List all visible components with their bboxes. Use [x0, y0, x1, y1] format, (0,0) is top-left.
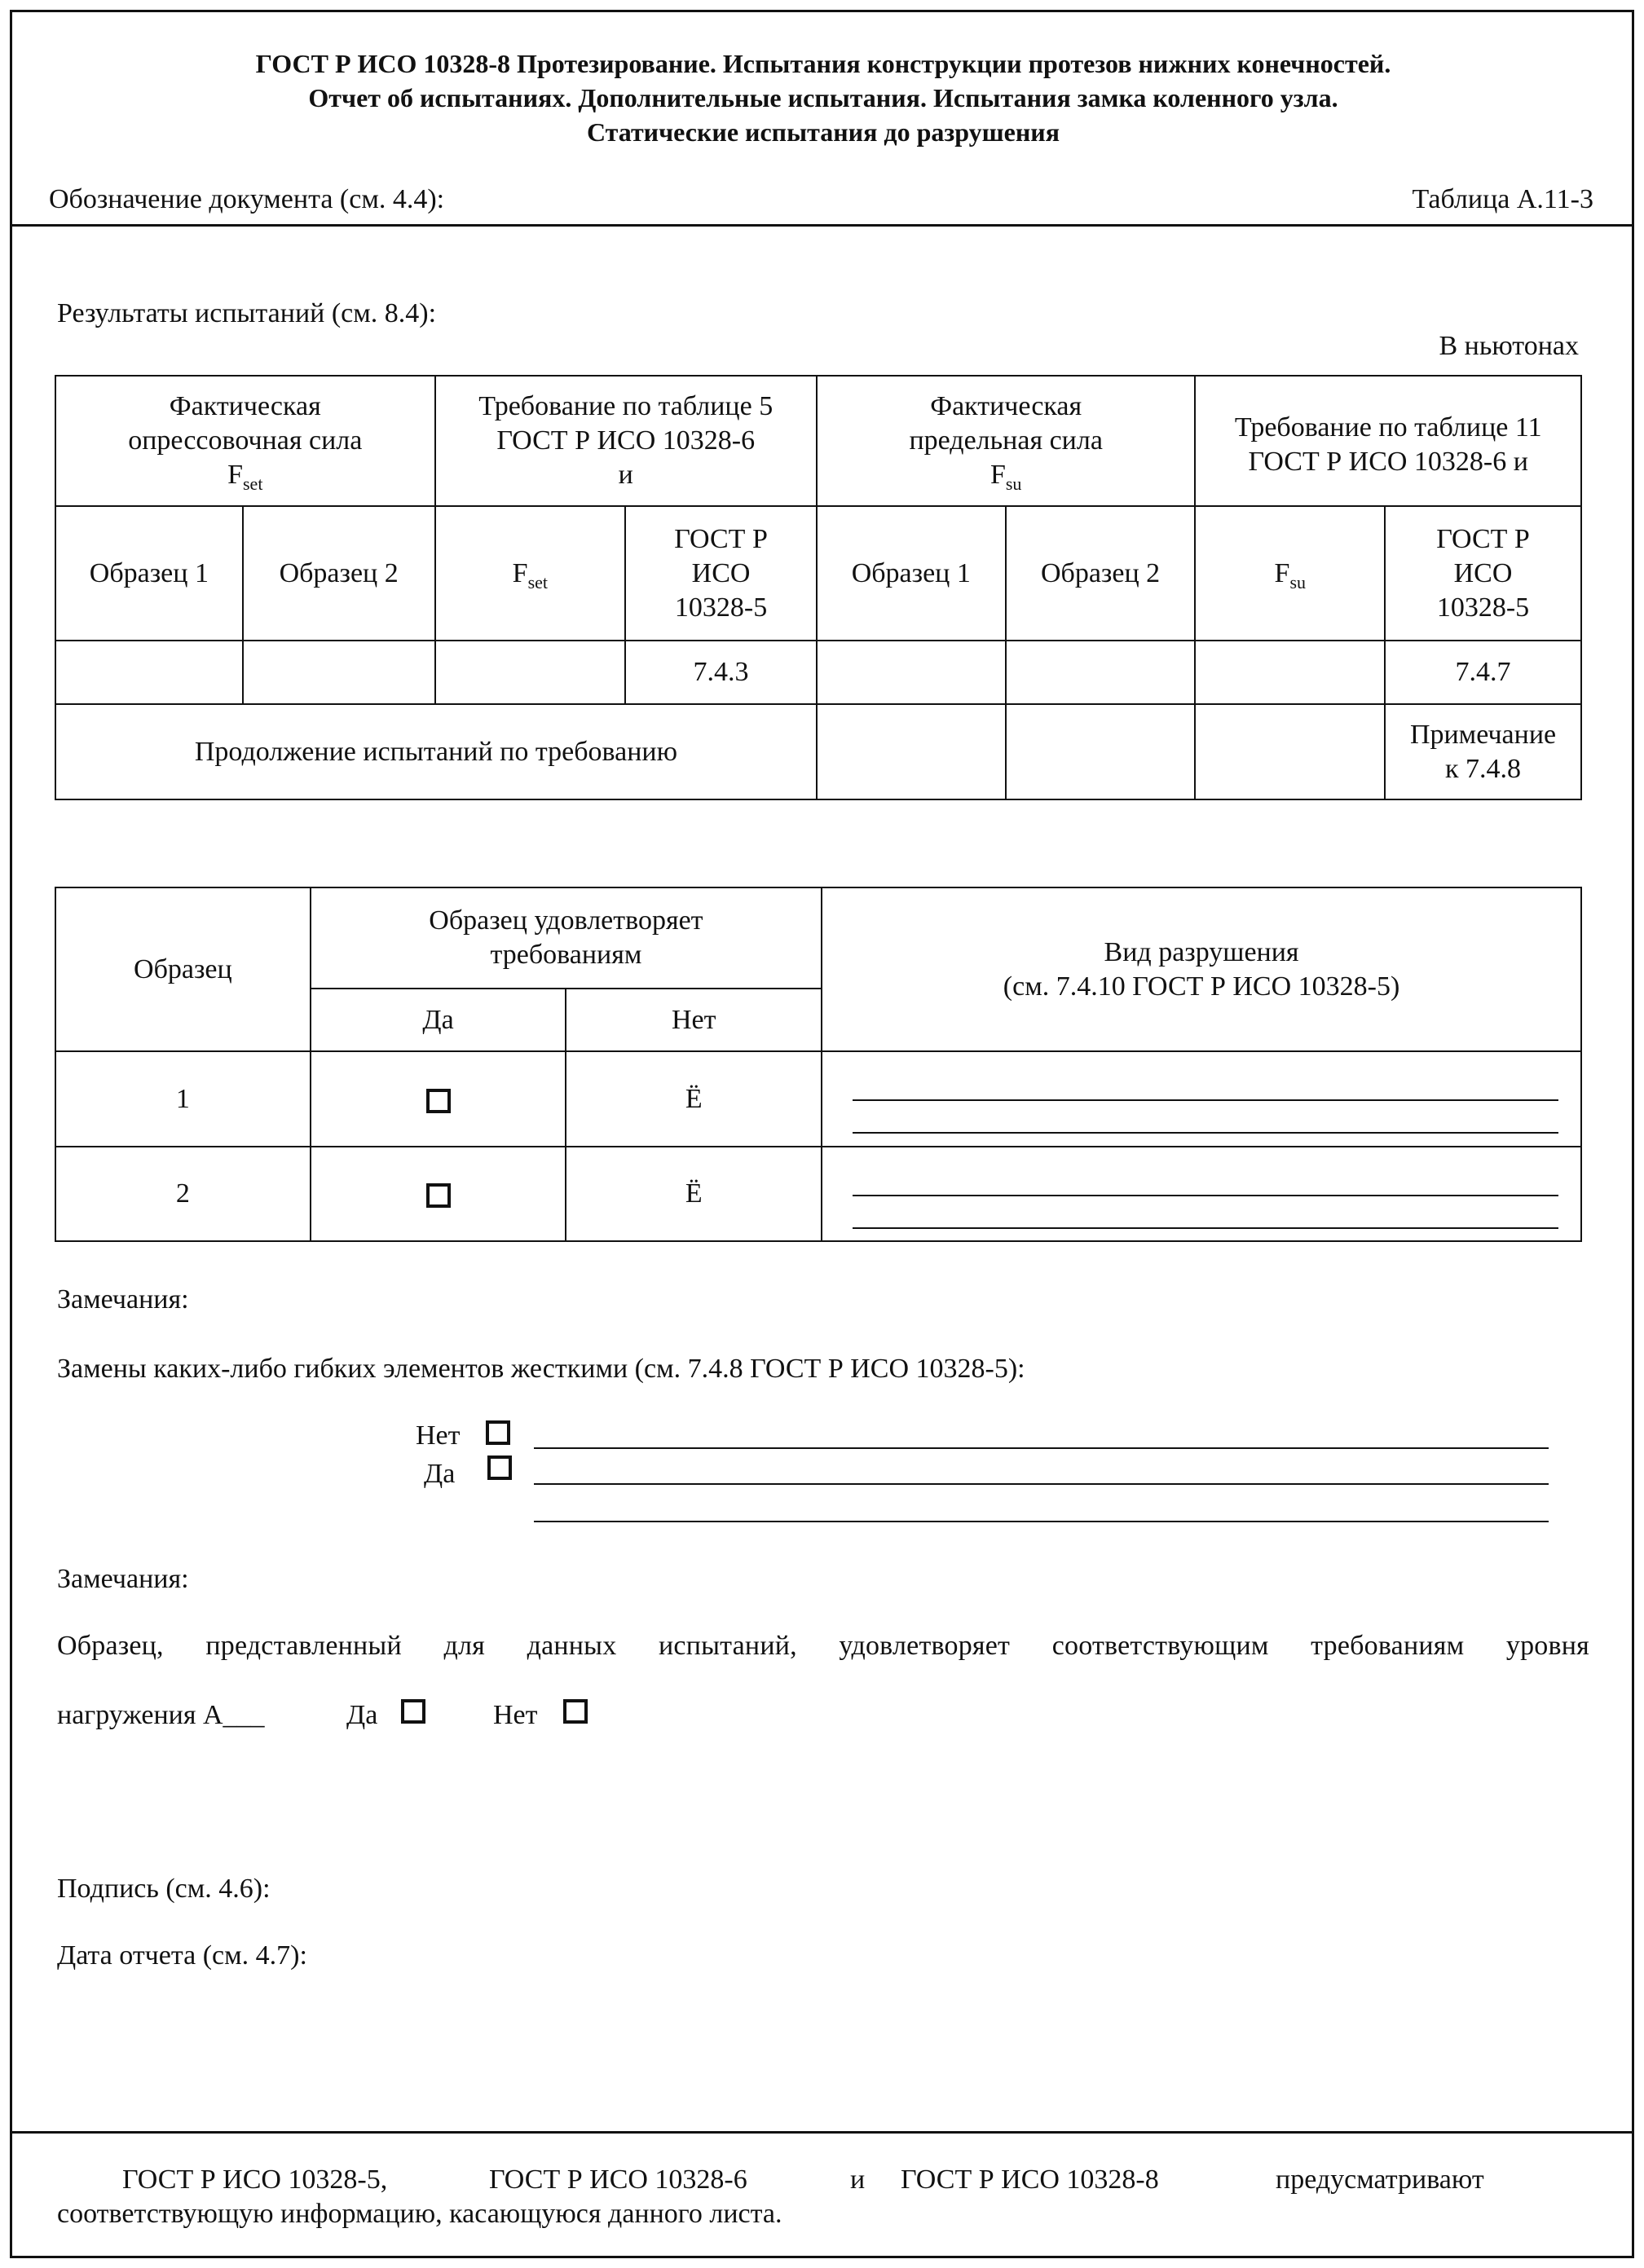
header-sample-meets-requirements [311, 887, 822, 989]
value-cell-ultimate-sample-2[interactable] [1006, 641, 1196, 704]
footer-line-2: соответствующую информацию, касающуюся данного листа. [57, 2199, 782, 2229]
replacement-no-checkbox[interactable] [486, 1420, 510, 1445]
continue-cell-sample-2[interactable] [1006, 704, 1196, 799]
continue-cell-fsu[interactable] [1195, 704, 1385, 799]
header-sample: Образец [55, 887, 311, 1051]
sample-number: 1 [55, 1051, 311, 1147]
header-text: опрессовочная сила [128, 425, 363, 456]
checkbox-icon[interactable] [426, 1183, 451, 1208]
units-label: В ньютонах [1439, 331, 1579, 361]
conclusion-yes-label: Да [346, 1700, 378, 1730]
signature-label: Подпись (см. 4.6): [57, 1874, 271, 1904]
note-text: Примечание [1409, 719, 1557, 750]
write-line [853, 1132, 1558, 1134]
remarks-label-2: Замечания: [57, 1564, 189, 1594]
table-id: Таблица А.11-3 [1412, 184, 1593, 214]
header-text: ИСО [1453, 557, 1513, 588]
header-text: Фактическая [169, 391, 321, 421]
sample-number: 2 [55, 1147, 311, 1241]
subheader-gost-10328-5 [625, 506, 817, 641]
symbol: F [512, 557, 528, 588]
ref-7-4-3: 7.4.3 [625, 641, 817, 704]
header-text: ГОСТ Р ИСО 10328-6 и [1248, 447, 1528, 477]
subscript: set [527, 571, 549, 592]
header-text: требованиям [490, 940, 642, 970]
replacement-no-label: Нет [416, 1420, 461, 1451]
header-no: Нет [566, 989, 822, 1051]
continue-cell-sample-1[interactable] [817, 704, 1006, 799]
write-line [853, 1099, 1558, 1101]
title-line-2: Отчет об испытаниях. Дополнительные испытания. Испытания замка коленного узла. [308, 83, 1338, 112]
header-actual-ultimate-force [817, 376, 1196, 506]
value-cell-preload-sample-1[interactable] [55, 641, 243, 704]
header-text: Вид разрушения [1104, 936, 1299, 967]
header-text: ГОСТ Р [674, 523, 768, 554]
symbol: F [989, 460, 1006, 490]
title-line-1: ГОСТ Р ИСО 10328-8 Протезирование. Испытания конструкции протезов нижних конечностей. [255, 49, 1391, 78]
conclusion-level-label: нагружения А___ [57, 1700, 265, 1730]
failure-type-lines[interactable] [822, 1147, 1581, 1241]
title-line-3: Статические испытания до разрушения [586, 117, 1060, 147]
header-failure-type [822, 887, 1581, 1051]
header-requirement-table-11 [1195, 376, 1581, 506]
footer-std-1: ГОСТ Р ИСО 10328-5, [122, 2165, 388, 2195]
value-cell-fset-requirement[interactable] [435, 641, 626, 704]
replacement-yes-label: Да [424, 1459, 456, 1489]
doc-designation-label: Обозначение документа (см. 4.4): [49, 184, 445, 214]
report-date-label: Дата отчета (см. 4.7): [57, 1940, 307, 1971]
subscript: set [243, 473, 263, 494]
header-text: 10328-5 [1436, 592, 1530, 623]
yes-checkbox-cell[interactable] [311, 1147, 566, 1241]
subheader-fsu [1195, 506, 1385, 641]
value-cell-fsu-requirement[interactable] [1195, 641, 1385, 704]
compliance-table [55, 887, 1582, 1242]
footer-std-2: ГОСТ Р ИСО 10328-6 [489, 2165, 747, 2195]
value-cell-preload-sample-2[interactable] [243, 641, 435, 704]
footer-std-3: ГОСТ Р ИСО 10328-8 [901, 2165, 1159, 2195]
footer-verb: предусматривают [1276, 2165, 1484, 2195]
conclusion-no-label: Нет [493, 1700, 538, 1730]
failure-type-lines[interactable] [822, 1051, 1581, 1147]
conclusion-line-1: Образец, представленный для данных испытаний, удовлетворяет соответствующим требованиям уровня [57, 1631, 1589, 1661]
force-symbol [822, 458, 1190, 492]
subheader-fset [435, 506, 626, 641]
header-text: (см. 7.4.10 ГОСТ Р ИСО 10328-5) [1003, 971, 1400, 1002]
footer-conj: и [850, 2165, 866, 2195]
remarks-label: Замечания: [57, 1284, 189, 1315]
continue-testing-label: Продолжение испытаний по требованию [55, 704, 817, 799]
yes-checkbox-cell[interactable] [311, 1051, 566, 1147]
subscript: su [1289, 571, 1306, 592]
replacement-line[interactable] [534, 1447, 1549, 1449]
value-cell-ultimate-sample-1[interactable] [817, 641, 1006, 704]
header-text: Требование по таблице 11 [1234, 412, 1542, 443]
subheader-sample-2: Образец 2 [1006, 506, 1196, 641]
no-mark[interactable]: Ё [566, 1147, 822, 1241]
subheader-sample-2: Образец 2 [243, 506, 435, 641]
header-actual-preload-force [55, 376, 435, 506]
checkbox-icon[interactable] [426, 1089, 451, 1113]
note-text: к 7.4.8 [1445, 753, 1522, 784]
header-divider [10, 224, 1634, 227]
header-text: и [618, 460, 633, 490]
write-line [853, 1195, 1558, 1196]
header-yes: Да [311, 989, 566, 1051]
header-text: ГОСТ Р [1436, 523, 1530, 554]
replacement-line[interactable] [534, 1521, 1549, 1522]
header-text: Образец удовлетворяет [429, 905, 703, 936]
subheader-sample-1: Образец 1 [817, 506, 1006, 641]
conclusion-no-checkbox[interactable] [563, 1699, 588, 1724]
no-mark[interactable]: Ё [566, 1051, 822, 1147]
note-7-4-8 [1385, 704, 1581, 799]
footer-divider [10, 2131, 1634, 2134]
symbol: F [227, 460, 243, 490]
subheader-gost-10328-5 [1385, 506, 1581, 641]
replacement-question: Замены каких-либо гибких элементов жесткими (см. 7.4.8 ГОСТ Р ИСО 10328-5): [57, 1354, 1025, 1384]
conclusion-yes-checkbox[interactable] [401, 1699, 425, 1724]
results-table [55, 375, 1582, 800]
subheader-sample-1: Образец 1 [55, 506, 243, 641]
replacement-yes-checkbox[interactable] [487, 1455, 512, 1480]
symbol: F [1274, 557, 1290, 588]
header-text: 10328-5 [674, 592, 768, 623]
results-heading: Результаты испытаний (см. 8.4): [57, 298, 437, 328]
header-text: Фактическая [930, 391, 1082, 421]
header-text: ИСО [691, 557, 751, 588]
write-line [853, 1227, 1558, 1229]
replacement-line[interactable] [534, 1483, 1549, 1485]
header-text: предельная сила [909, 425, 1103, 456]
header-text: ГОСТ Р ИСО 10328-6 [496, 425, 756, 456]
header-text: Требование по таблице 5 [478, 391, 774, 421]
ref-7-4-7: 7.4.7 [1385, 641, 1581, 704]
subscript: su [1005, 473, 1022, 494]
force-symbol [61, 458, 430, 492]
header-requirement-table-5 [435, 376, 817, 506]
